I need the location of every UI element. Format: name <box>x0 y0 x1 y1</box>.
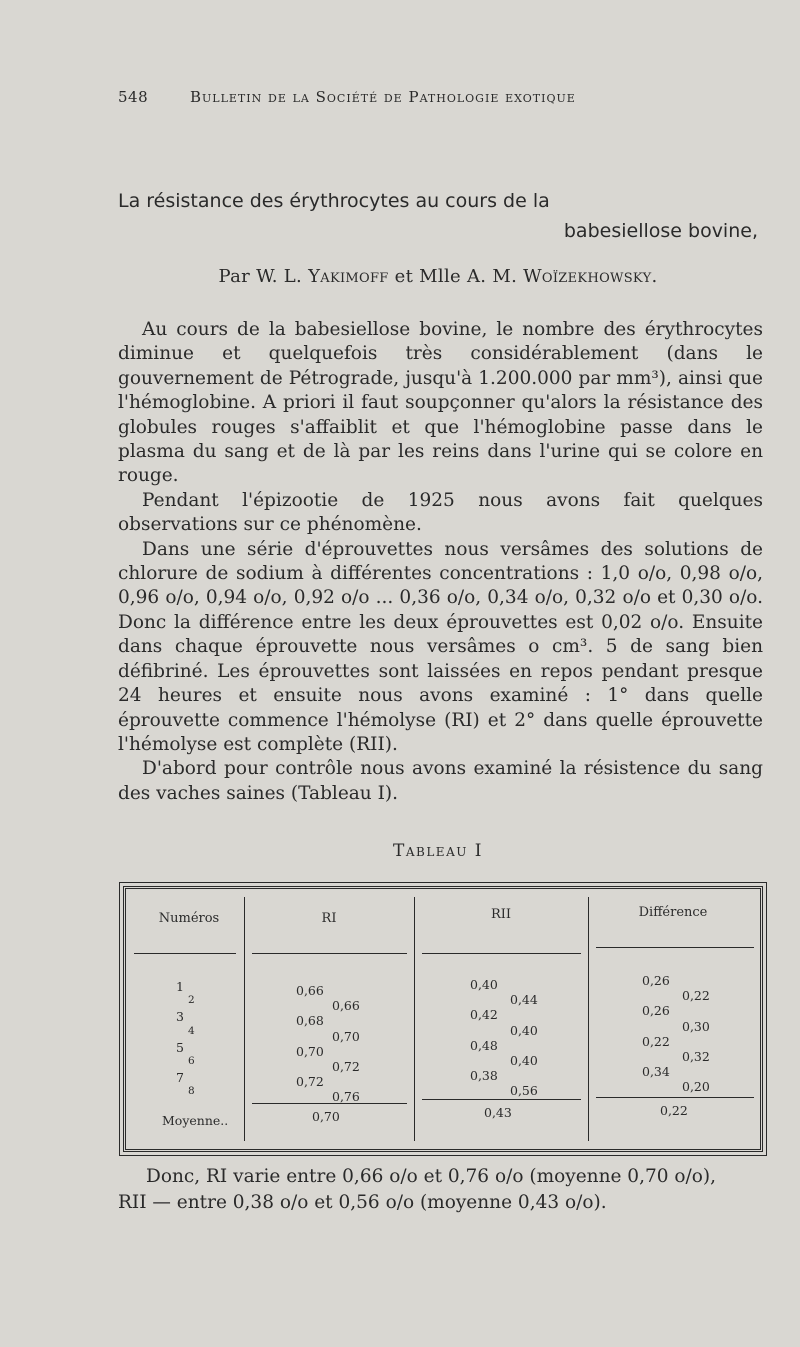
difference-value: 0,34 <box>642 1064 670 1080</box>
author-1: W. L. Yakimoff <box>256 266 389 287</box>
header-rule <box>134 953 236 954</box>
mean-r2: 0,43 <box>484 1105 512 1120</box>
table-grid <box>126 889 760 1149</box>
paragraph-1: Au cours de la babesiellose bovine, le nombre des érythrocytes diminue et quelquefois très considérablement (dans le gouvernement de Pétrograde, jusqu'à 1.200.000 par mm³), ainsi que l'hémoglobine. A priori il faut soupçonner qu'alors la résistance des globules rouges s'affaiblit et que l'hémoglobine passe dans le plasma du sang et de là par les reins dans l'urine qui se colore en rouge. <box>118 319 763 487</box>
article-title <box>118 186 758 246</box>
header-rule <box>252 953 407 954</box>
paragraph-3: Dans une série d'éprouvettes nous versâmes des solutions de chlorure de sodium à différentes concentrations : 1,0 o/o, 0,98 o/o, 0,96 o/o, 0,94 o/o, 0,92 o/o ... 0,36 o/o, 0,34 o/o, 0,32 o/o et 0,30 o/o. Donc la différence entre les deux éprouvettes est 0,02 o/o. Ensuite dans chaque éprouvette nous versâmes o cm³. 5 de sang bien défibriné. Les éprouvettes sont laissées en repos pendant presque 24 heures et ensuite nous avons examiné : 1° dans quelle éprouvette commence l'hémolyse (RI) et 2° dans quelle éprouvette l'hémolyse est complète (RII). <box>118 538 763 755</box>
row-number: 7 <box>176 1070 184 1086</box>
mean-rule <box>596 1097 754 1098</box>
r2-value: 0,40 <box>510 1022 538 1038</box>
data-table <box>123 886 763 1152</box>
row-number: 1 <box>176 979 184 994</box>
journal-title: Bulletin de la Société de Pathologie exotique <box>190 88 576 106</box>
authors-prefix: Par <box>218 266 251 287</box>
r1-value: 0,66 <box>332 998 360 1014</box>
row-number: 3 <box>176 1009 184 1025</box>
header-r1: RI <box>321 911 337 926</box>
r2-value: 0,44 <box>510 992 538 1008</box>
conclusion <box>118 1164 768 1216</box>
paragraph-2: Pendant l'épizootie de 1925 nous avons fait quelques observations sur ce phénomène. <box>118 489 763 536</box>
r1-value: 0,72 <box>332 1059 360 1074</box>
row-number: 8 <box>188 1085 195 1098</box>
difference-value: 0,26 <box>642 973 670 988</box>
difference-value: 0,32 <box>682 1049 710 1064</box>
conclusion-line-2: RII — entre 0,38 o/o et 0,56 o/o (moyenne 0,43 o/o). <box>118 1192 607 1213</box>
header-difference: Différence <box>638 905 708 920</box>
mean-r1: 0,70 <box>312 1109 340 1124</box>
row-number: 4 <box>188 1024 195 1037</box>
author-2: A. M. Woïzekhowsky. <box>467 266 658 287</box>
r1-value: 0,72 <box>296 1074 324 1090</box>
authors-line <box>118 266 758 287</box>
r2-value: 0,42 <box>470 1007 498 1023</box>
mean-label: Moyenne.. <box>162 1113 229 1128</box>
r2-value: 0,56 <box>510 1083 538 1099</box>
article-body <box>118 318 763 806</box>
r1-value: 0,76 <box>332 1089 360 1105</box>
table-divider <box>244 897 245 1141</box>
row-number: 6 <box>188 1055 195 1067</box>
header-numeros: Numéros <box>158 911 220 926</box>
r2-value: 0,38 <box>470 1068 498 1084</box>
running-header <box>118 88 678 106</box>
difference-value: 0,20 <box>682 1079 710 1095</box>
r2-value: 0,40 <box>470 977 498 992</box>
table-divider <box>588 897 589 1141</box>
authors-and: et Mlle <box>394 266 461 287</box>
title-line-1: La résistance des érythrocytes au cours de la <box>118 190 550 212</box>
mean-difference: 0,22 <box>660 1103 688 1118</box>
r1-value: 0,66 <box>296 983 324 998</box>
header-r2: RII <box>490 907 512 922</box>
title-line-2: babesiellose bovine, <box>563 220 758 242</box>
r2-value: 0,48 <box>470 1037 498 1053</box>
row-number: 2 <box>188 994 195 1007</box>
row-number: 5 <box>176 1039 184 1055</box>
difference-value: 0,22 <box>642 1033 670 1049</box>
r1-value: 0,68 <box>296 1013 324 1029</box>
header-rule <box>422 953 581 954</box>
page-number: 548 <box>118 88 149 106</box>
table-caption: Tableau I <box>393 841 483 861</box>
r1-value: 0,70 <box>296 1043 324 1059</box>
difference-value: 0,26 <box>642 1003 670 1019</box>
conclusion-line-1: Donc, RI varie entre 0,66 o/o et 0,76 o/o (moyenne 0,70 o/o), <box>146 1166 716 1187</box>
difference-value: 0,22 <box>682 988 710 1004</box>
mean-rule <box>422 1099 581 1100</box>
difference-value: 0,30 <box>682 1018 710 1034</box>
r2-value: 0,40 <box>510 1053 538 1068</box>
table-divider <box>414 897 415 1141</box>
mean-rule <box>252 1103 407 1104</box>
r1-value: 0,70 <box>332 1028 360 1044</box>
paragraph-4: D'abord pour contrôle nous avons examiné la résistence du sang des vaches saines (Tableau I). <box>118 758 763 804</box>
header-rule <box>596 947 754 948</box>
